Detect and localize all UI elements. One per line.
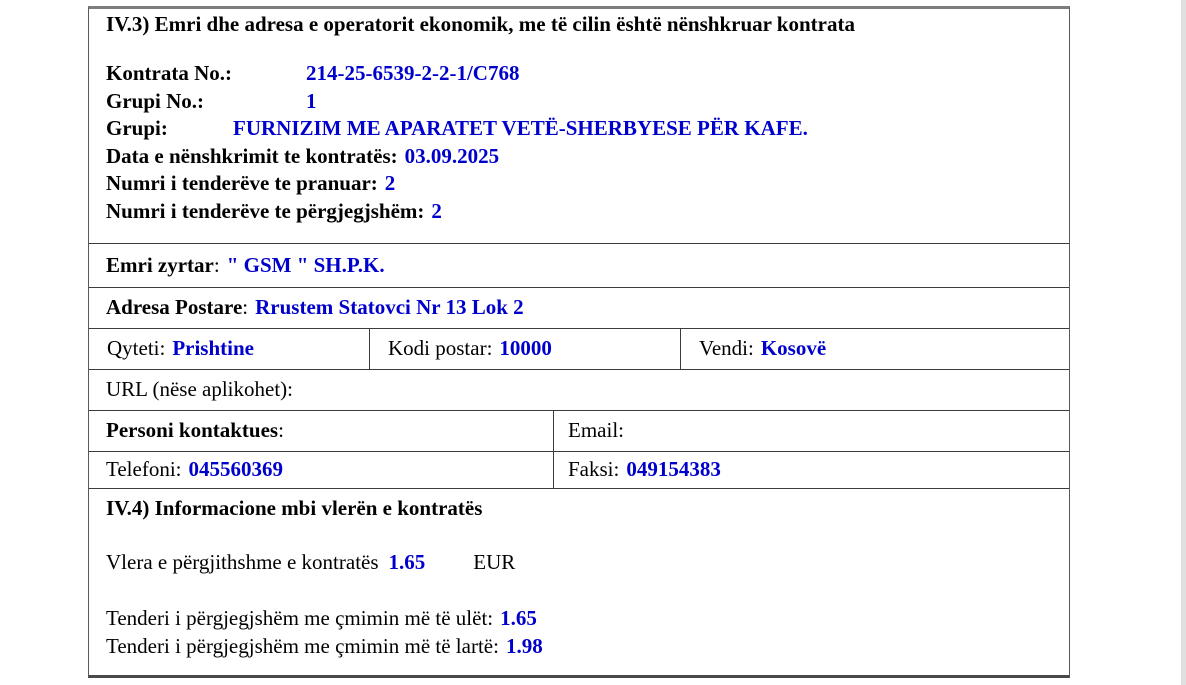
field-tenders-responsive-value: 2 [431,198,442,223]
postal-code-value: 10000 [499,336,552,360]
field-grupi-value: FURNIZIM ME APARATET VETË-SHERBYESE PËR KAFE. [233,116,808,140]
url-label: URL (nëse aplikohet): [106,377,294,401]
contact-person-cell [89,411,553,451]
section-iv3-fields [106,60,1069,225]
field-signing-date-label: Data e nënshkrimit te kontratës: [106,143,398,168]
contract-award-document [88,6,1070,678]
highest-price-label: Tenderi i përgjegjshëm me çmimin më të lartë: [106,633,499,658]
highest-price-value: 1.98 [505,633,543,658]
country-cell [680,329,1069,369]
field-tenders-received-value: 2 [384,171,396,195]
postal-address-value: Rrustem Statovci Nr 13 Lok 2 [255,295,524,319]
field-tenders-responsive-label: Numri i tenderëve te përgjegjshëm: [106,198,425,223]
field-signing-date-value: 03.09.2025 [404,143,500,168]
field-kontrata-no [106,60,1069,88]
total-value-label: Vlera e përgjithshme e kontratës [106,550,379,574]
fax-cell [553,452,1069,488]
postal-address-row [89,287,1069,328]
lowest-price-line [106,605,1069,633]
colon: : [278,418,284,442]
total-value: 1.65 [388,550,426,574]
field-kontrata-no-label: Kontrata No.: [106,61,232,85]
contact-email-row [89,410,1069,451]
field-grupi-no [106,88,1069,116]
lowest-price-label: Tenderi i përgjegjshëm me çmimin më të ulët: [106,606,494,630]
phone-value: 045560369 [188,457,283,481]
url-row [89,369,1069,410]
fax-value: 049154383 [626,457,721,481]
section-iv4-title: IV.4) Informacione mbi vlerën e kontratës [106,496,483,520]
city-label: Qyteti: [107,336,166,360]
postal-code-cell [369,329,680,369]
tender-price-lines [106,605,1069,660]
section-iv4 [89,488,1069,675]
field-tenders-received [106,170,1069,198]
field-grupi-no-label: Grupi No.: [106,88,205,113]
colon: : [242,295,249,319]
colon: : [213,253,220,277]
field-kontrata-no-value: 214-25-6539-2-2-1/C768 [306,61,520,85]
city-value: Prishtine [172,336,254,360]
email-cell [553,411,1069,451]
scrollbar-track[interactable] [1181,0,1186,685]
official-name-row [89,243,1069,287]
lowest-price-value: 1.65 [500,606,537,630]
phone-label: Telefoni: [106,457,182,481]
country-value: Kosovë [760,336,827,360]
phone-fax-row [89,451,1069,488]
currency-label: EUR [473,550,516,574]
contact-person-label: Personi kontaktues [106,418,279,442]
field-signing-date [106,143,1069,171]
fax-label: Faksi: [568,457,620,481]
field-grupi-label: Grupi: [106,116,168,140]
city-postal-country-row [89,328,1069,369]
total-value-line [106,549,1069,576]
highest-price-line [106,633,1069,661]
email-label: Email: [568,418,624,442]
section-iv3-title: IV.3) Emri dhe adresa e operatorit ekonomik, me të cilin është nënshkruar kontrata [106,12,855,36]
official-name-value: " GSM " SH.P.K. [226,253,385,277]
field-grupi-no-value: 1 [306,88,317,113]
phone-cell [89,452,553,488]
field-tenders-responsive [106,198,1069,226]
postal-address-label: Adresa Postare [106,295,243,319]
official-name-label: Emri zyrtar [106,253,214,277]
field-tenders-received-label: Numri i tenderëve te pranuar: [106,171,378,195]
field-grupi [106,115,1069,143]
city-cell [89,329,369,369]
postal-code-label: Kodi postar: [388,336,493,360]
section-iv3 [89,9,1069,243]
country-label: Vendi: [699,336,754,360]
